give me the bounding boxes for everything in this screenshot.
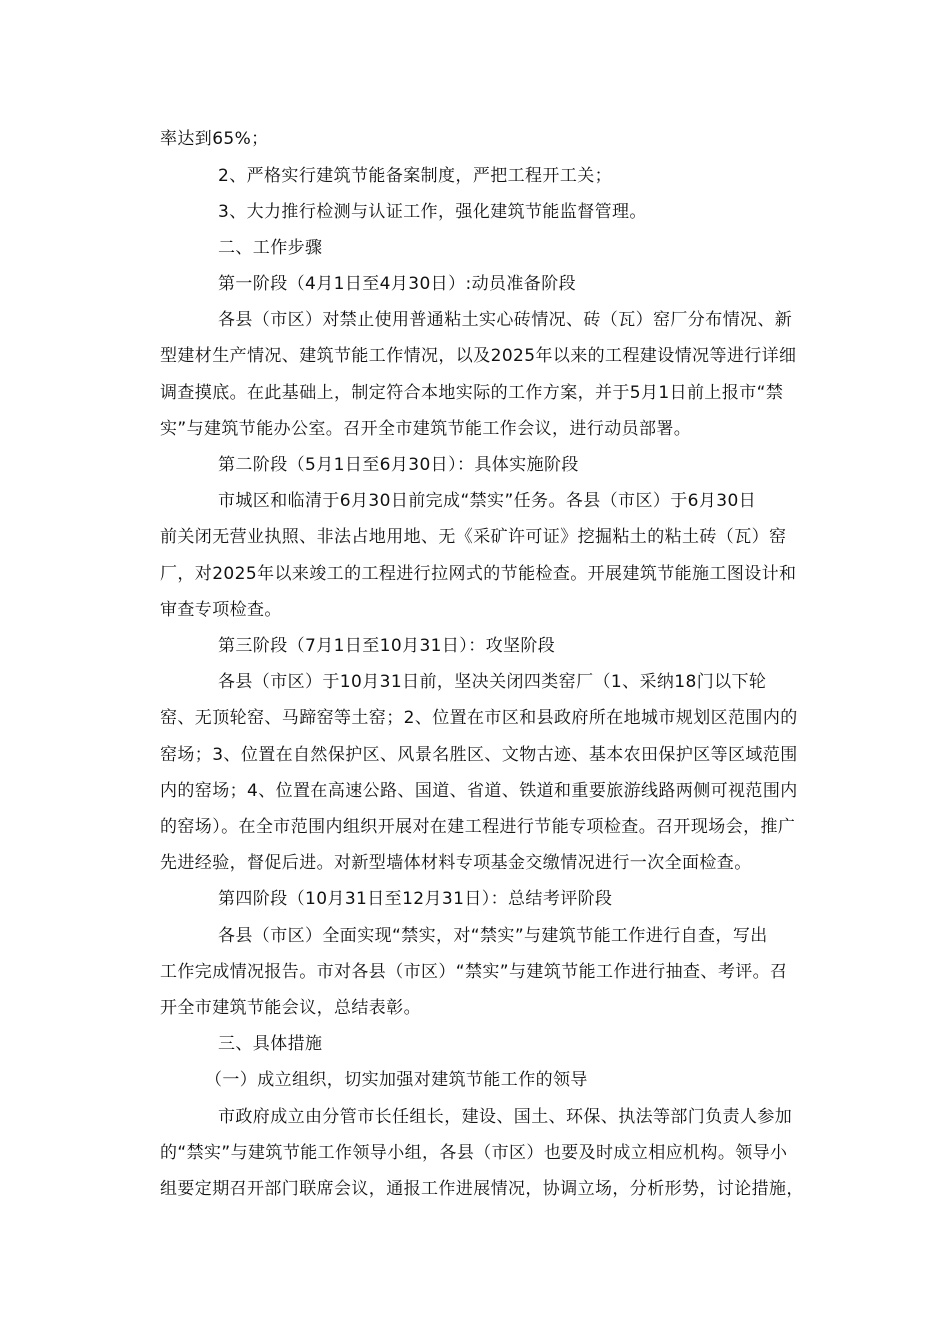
text-line: 窑场；3、位置在自然保护区、风景名胜区、文物古迹、基本农田保护区等区域范围 xyxy=(160,745,798,765)
text-line: 厂，对2025年以来竣工的工程进行拉网式的节能检查。开展建筑节能施工图设计和 xyxy=(160,564,797,584)
stage-heading: 第三阶段（7月1日至10月31日）：攻坚阶段 xyxy=(218,636,556,656)
text-line: 窑、无顶轮窑、马蹄窑等土窑；2、位置在市区和县政府所在地城市规划区范围内的 xyxy=(160,708,798,728)
text-line: 3、大力推行检测与认证工作，强化建筑节能监督管理。 xyxy=(218,202,647,222)
text-line: 各县（市区）全面实现“禁实，对“禁实”与建筑节能工作进行自查，写出 xyxy=(218,926,768,946)
text-line: 的“禁实”与建筑节能工作领导小组，各县（市区）也要及时成立相应机构。领导小 xyxy=(160,1143,788,1163)
text-line: 开全市建筑节能会议，总结表彰。 xyxy=(160,998,421,1018)
subsection-heading: （一）成立组织，切实加强对建筑节能工作的领导 xyxy=(205,1070,588,1090)
stage-heading: 第四阶段（10月31日至12月31日）：总结考评阶段 xyxy=(218,889,613,909)
text-line: 市城区和临清于6月30日前完成“禁实”任务。各县（市区）于6月30日 xyxy=(218,491,757,511)
stage-heading: 第二阶段（5月1日至6月30日）：具体实施阶段 xyxy=(218,455,579,475)
text-line: 2、严格实行建筑节能备案制度，严把工程开工关； xyxy=(218,166,613,186)
text-line: 率达到65%； xyxy=(160,129,269,149)
stage-heading: 第一阶段（4月1日至4月30日）:动员准备阶段 xyxy=(218,274,577,294)
text-line: 型建材生产情况、建筑节能工作情况，以及2025年以来的工程建设情况等进行详细 xyxy=(160,346,797,366)
text-line: 组要定期召开部门联席会议，通报工作进展情况，协调立场，分析形势，讨论措施， xyxy=(160,1179,804,1199)
text-line: 市政府成立由分管市长任组长，建设、国土、环保、执法等部门负责人参加 xyxy=(218,1107,793,1127)
text-line: 前关闭无营业执照、非法占地用地、无《采矿许可证》挖掘粘土的粘土砖（瓦）窑 xyxy=(160,527,787,547)
text-line: 先进经验，督促后进。对新型墙体材料专项基金交缴情况进行一次全面检查。 xyxy=(160,853,752,873)
text-line: 实”与建筑节能办公室。召开全市建筑节能工作会议，进行动员部署。 xyxy=(160,419,692,439)
section-heading: 二、工作步骤 xyxy=(218,238,323,258)
text-line: 调查摸底。在此基础上，制定符合本地实际的工作方案，并于5月1日前上报市“禁 xyxy=(160,383,784,403)
text-line: 审查专项检查。 xyxy=(160,600,282,620)
text-line: 各县（市区）于10月31日前，坚决关闭四类窑厂（1、采纳18门以下轮 xyxy=(218,672,767,692)
text-line: 各县（市区）对禁止使用普通粘土实心砖情况、砖（瓦）窑厂分布情况、新 xyxy=(218,310,793,330)
section-heading: 三、具体措施 xyxy=(218,1034,323,1054)
text-line: 的窑场）。在全市范围内组织开展对在建工程进行节能专项检查。召开现场会，推广 xyxy=(160,817,796,837)
text-line: 内的窑场；4、位置在高速公路、国道、省道、铁道和重要旅游线路两侧可视范围内 xyxy=(160,781,798,801)
text-line: 工作完成情况报告。市对各县（市区）“禁实”与建筑节能工作进行抽查、考评。召 xyxy=(160,962,788,982)
